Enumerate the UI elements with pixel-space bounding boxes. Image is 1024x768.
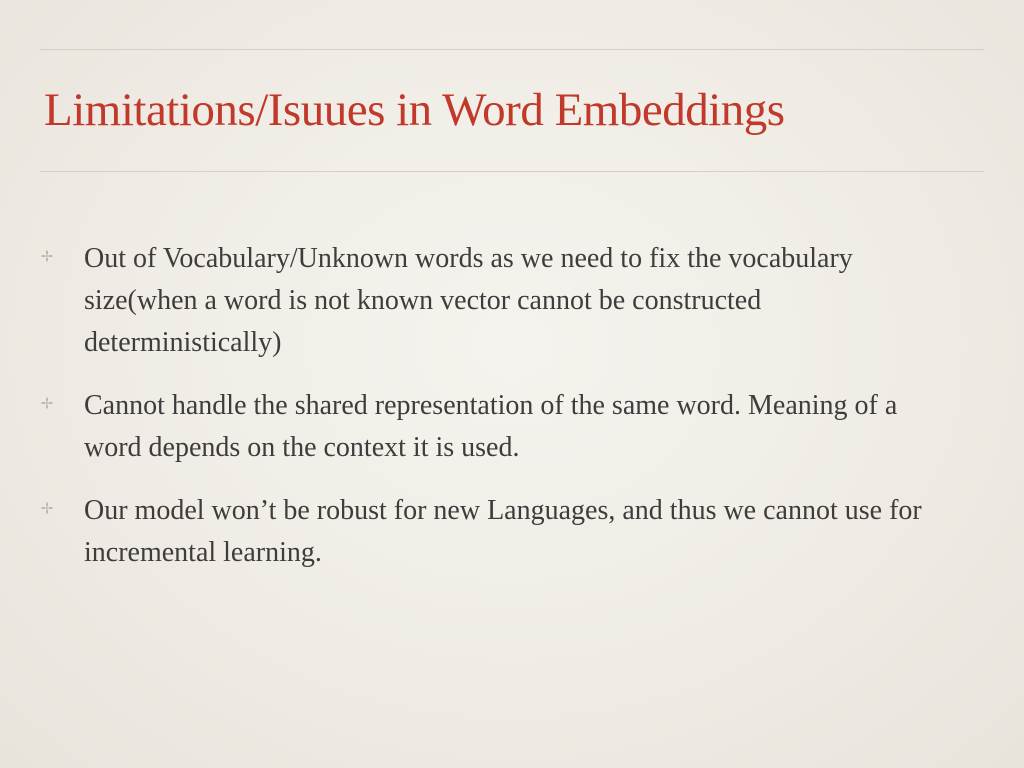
fleuron-bullet-icon bbox=[40, 501, 54, 515]
bullet-text: Out of Vocabulary/Unknown words as we need to fix the vocabulary size(when a word is not known vector cannot be constructed deterministically) bbox=[84, 243, 853, 358]
title-bottom-rule bbox=[40, 171, 984, 172]
bullet-item bbox=[40, 238, 960, 364]
slide-title: Limitations/Isuues in Word Embeddings bbox=[44, 84, 785, 136]
title-top-rule bbox=[40, 49, 984, 50]
fleuron-bullet-icon bbox=[40, 249, 54, 263]
bullet-item bbox=[40, 385, 960, 469]
bullet-text: Cannot handle the shared representation of the same word. Meaning of a word depends on the context it is used. bbox=[84, 390, 898, 463]
fleuron-bullet-icon bbox=[40, 396, 54, 410]
bullet-list bbox=[40, 238, 960, 595]
bullet-item bbox=[40, 490, 960, 574]
bullet-text: Our model won’t be robust for new Languages, and thus we cannot use for incremental learning. bbox=[84, 495, 922, 568]
